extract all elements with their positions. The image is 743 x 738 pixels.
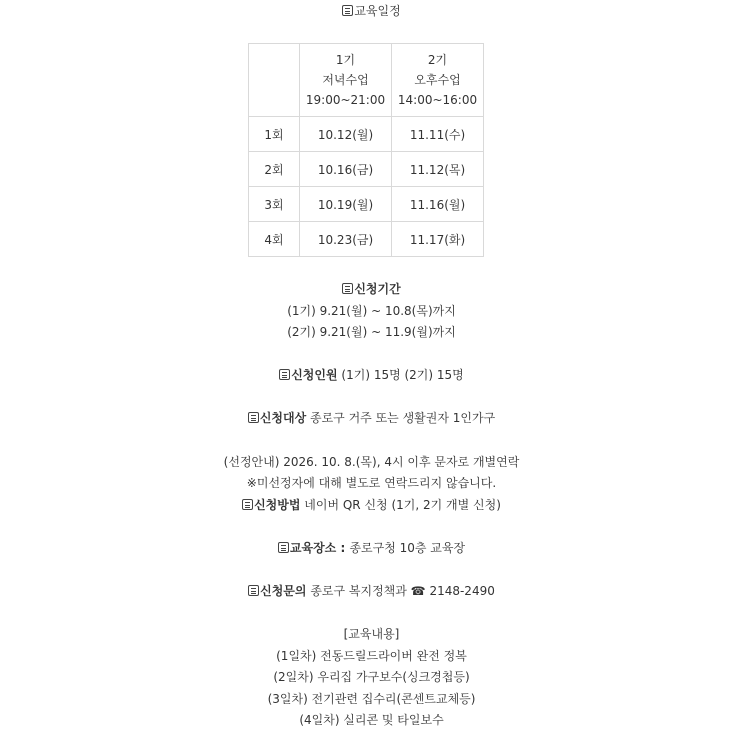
venue-heading: 교육장소 : <box>289 541 350 555</box>
list-item: (1일차) 전동드릴드라이버 완전 정복 <box>276 649 467 663</box>
list-item: (3일차) 전기관련 집수리(콘센트교체등) <box>267 692 476 706</box>
method-line <box>0 498 743 512</box>
cell-term1: 10.12(월) <box>300 117 392 152</box>
row-label: 3회 <box>249 187 300 222</box>
note-icon <box>242 499 253 510</box>
target-line <box>0 411 743 425</box>
target-heading: 신청대상 <box>259 411 307 425</box>
period-line-1: (1기) 9.21(월) ~ 10.8(목)까지 <box>287 304 456 318</box>
note-icon <box>342 5 353 16</box>
venue-line <box>0 541 743 555</box>
row-label: 2회 <box>249 152 300 187</box>
table-header-term2: 2기 오후수업 14:00~16:00 <box>392 44 484 117</box>
schedule-table <box>248 43 484 257</box>
period-heading: 신청기간 <box>0 282 743 296</box>
method-text: 네이버 QR 신청 (1기, 2기 개별 신청) <box>300 498 501 512</box>
row-label: 1회 <box>249 117 300 152</box>
inquiry-text: 종로구 복지정책과 ☎ 2148-2490 <box>306 584 495 598</box>
method-heading: 신청방법 <box>254 498 301 512</box>
target-text: 종로구 거주 또는 생활권자 1인가구 <box>306 411 496 425</box>
notice-line-2: ※미선정자에 대해 별도로 연락드리지 않습니다. <box>246 476 497 490</box>
table-row <box>249 117 484 152</box>
cell-term1: 10.23(금) <box>300 222 392 257</box>
note-icon <box>248 585 259 596</box>
capacity-text: (1기) 15명 (2기) 15명 <box>337 368 464 382</box>
cell-term1: 10.19(월) <box>300 187 392 222</box>
table-row <box>249 187 484 222</box>
table-row <box>249 222 484 257</box>
cell-term2: 11.11(수) <box>392 117 484 152</box>
venue-text: 종로구청 10층 교육장 <box>349 541 466 555</box>
cell-term2: 11.17(화) <box>392 222 484 257</box>
notice-line-1: (선정안내) 2026. 10. 8.(목), 4시 이후 문자로 개별연락 <box>223 455 520 469</box>
capacity-heading: 신청인원 <box>291 368 338 382</box>
list-item: (2일차) 우리집 가구보수(싱크경첩등) <box>273 670 470 684</box>
row-label: 4회 <box>249 222 300 257</box>
cell-term2: 11.12(목) <box>392 152 484 187</box>
schedule-title: 교육일정 <box>0 4 743 18</box>
table-header-row <box>249 44 484 117</box>
cell-term1: 10.16(금) <box>300 152 392 187</box>
note-icon <box>278 542 289 553</box>
table-header-term1: 1기 저녁수업 19:00~21:00 <box>300 44 392 117</box>
table-row <box>249 152 484 187</box>
inquiry-line <box>0 584 743 598</box>
content-heading: [교육내용] <box>343 627 400 641</box>
note-icon <box>279 369 290 380</box>
period-line-2: (2기) 9.21(월) ~ 11.9(월)까지 <box>287 325 456 339</box>
list-item: (4일차) 실리콘 및 타일보수 <box>299 713 444 727</box>
cell-term2: 11.16(월) <box>392 187 484 222</box>
capacity-line <box>0 368 743 382</box>
note-icon <box>248 412 259 423</box>
table-corner-cell <box>249 44 300 117</box>
inquiry-heading: 신청문의 <box>260 584 307 598</box>
note-icon <box>342 283 353 294</box>
